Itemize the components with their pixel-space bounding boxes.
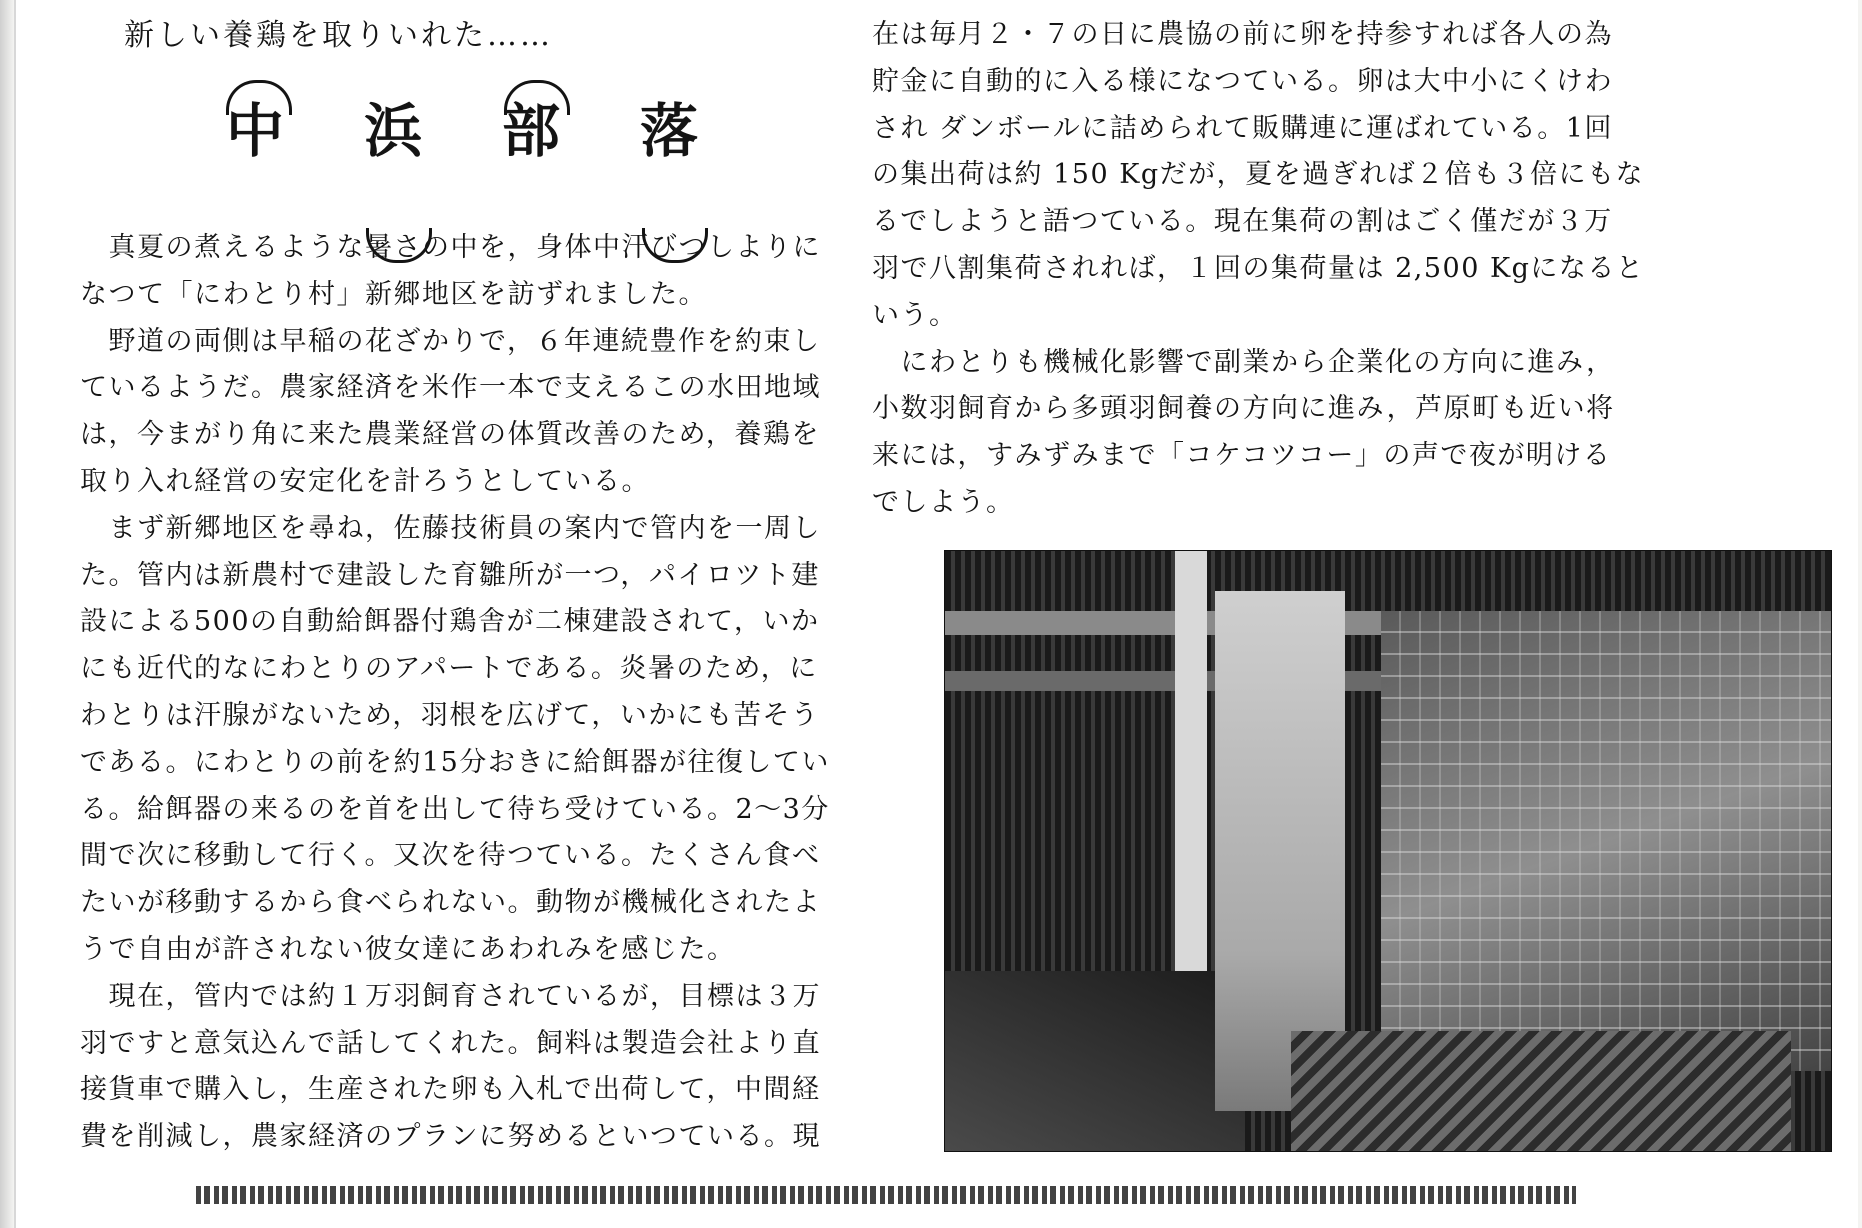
text-line: 小数羽飼育から多頭羽飼養の方向に進み，芦原町も近い将 [872,393,1615,425]
text-line: るでしようと語つている。現在集荷の割はごく僅だが３万 [872,206,1613,238]
text-line: 費を削減し，農家経済のプランに努めるといつている。現 [80,1121,821,1153]
text-line: にも近代的なにわとりのアパートである。炎暑のため，に [80,653,818,685]
article-title [216,80,736,190]
title-bracket-top-3 [504,80,570,115]
text-line: 野道の両側は早稲の花ざかりで，６年連続豊作を約束し [80,325,821,357]
text-line: にわとりも機械化影響で副業から企業化の方向に進み， [872,346,1615,378]
page-edge-shadow [0,0,14,1228]
text-line: でしよう。 [872,486,1015,518]
text-line: ているようだ。農家経済を米作一本で支えるこの水田地域 [80,372,821,404]
title-char-3: 部 [502,97,561,165]
text-line: わとりは汗腺がないため，羽根を広げて，いかにも苦そう [80,699,820,731]
text-line: である。にわとりの前を約15分おきに給餌器が往復してい [80,746,830,778]
kicker-headline: 新しい養鶏を取りいれた…… [124,18,553,53]
text-line: 取り入れ経営の安定化を計ろうとしている。 [80,465,650,497]
text-line: いう。 [872,299,958,331]
text-line: うで自由が許されない彼女達にあわれみを感じた。 [80,933,736,965]
text-line: 間で次に移動して行く。又次を待つている。たくさん食べ [80,840,821,872]
right-column-text [872,12,1645,527]
text-line: まず新郷地区を尋ね，佐藤技術員の案内で管内を一周し [80,512,821,544]
text-line: の集出荷は約 150 Kgだが，夏を過ぎれば２倍も３倍にもな [872,159,1645,191]
text-line: 接貨車で購入し，生産された卵も入札で出荷して，中間経 [80,1074,821,1106]
text-line: は，今まがり角に来た農業経営の体質改善のため，養鶏を [80,419,820,451]
text-line: た。管内は新農村で建設した育雛所が一つ，パイロツト建 [80,559,820,591]
text-line: 貯金に自動的に入る様になつている。卵は大中小にくけわ [872,65,1613,97]
title-bracket-top-1 [226,80,292,115]
text-line: 設による500の自動給餌器付鶏舎が二棟建設されて，いか [80,606,820,638]
title-char-2: 浜 [364,97,423,165]
text-line: され ダンボールに詰められて販購連に運ばれている。1回 [872,112,1613,144]
decorative-border [196,1186,1576,1204]
photo-cage-rows [1381,611,1831,1071]
text-line: 真夏の煮えるような暑さの中を，身体中汗びつしよりに [80,232,821,263]
text-line: 来には，すみずみまで「コケコツコー」の声で夜が明ける [872,440,1612,472]
title-char-1: 中 [226,97,285,165]
text-line: る。給餌器の来るのを首を出して待ち受けている。2〜3分 [80,793,830,825]
title-char-4: 落 [640,97,699,165]
chicken-coop-photo [944,550,1832,1152]
document-page [14,0,1858,1228]
photo-floor-shadow [945,971,1245,1151]
photo-feed-trough [1291,1031,1791,1151]
left-column-text [80,225,840,1161]
text-line: 現在，管内では約１万羽飼育されているが，目標は３万 [80,980,821,1012]
text-line: 羽ですと意気込んで話してくれた。飼料は製造会社より直 [80,1027,821,1059]
text-line: たいが移動するから食べられない。動物が機械化されたよ [80,887,821,919]
text-line: 羽で八割集荷されれば，１回の集荷量は 2,500 Kgになると [872,252,1645,284]
text-line: 在は毎月２・７の日に農協の前に卵を持参すれば各人の為 [872,19,1613,50]
text-line: なつて「にわとり村」新郷地区を訪ずれました。 [80,278,707,310]
